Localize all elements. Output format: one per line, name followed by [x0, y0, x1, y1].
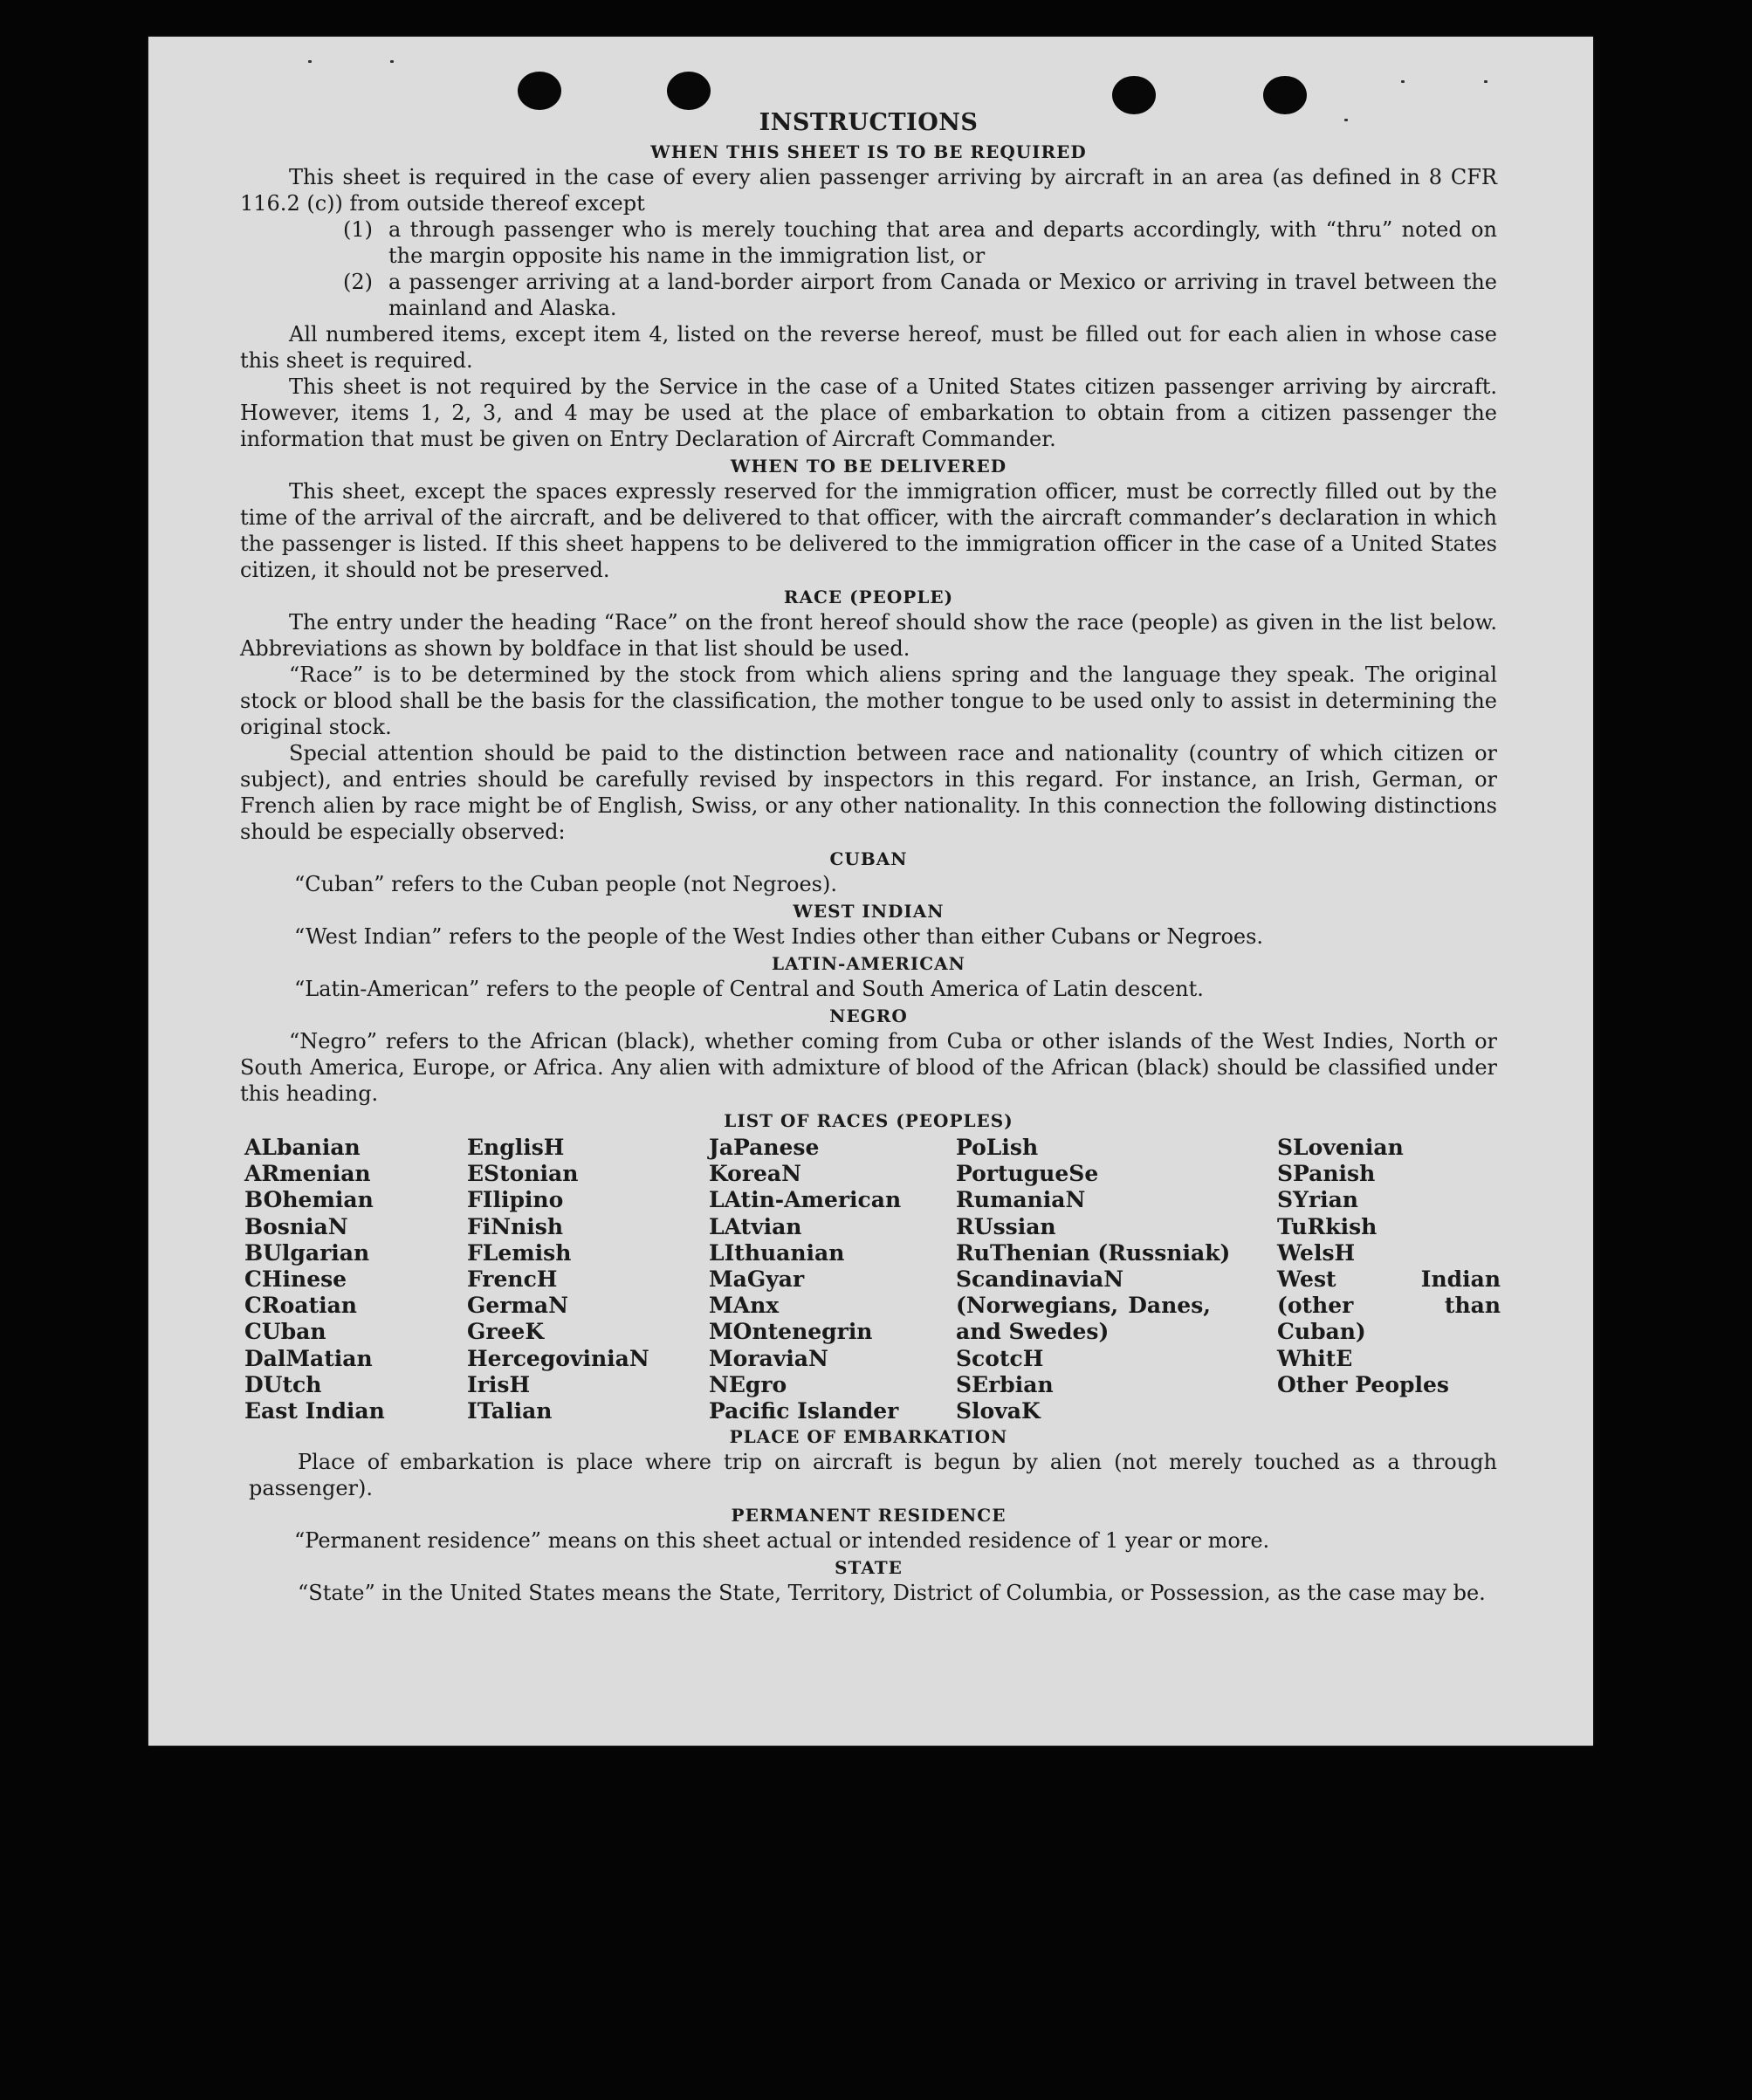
race-entry: ARmenian [244, 1161, 371, 1187]
numbered-items-paragraph: All numbered items, except item 4, listed on the reverse hereof, must be filled out for each alien in whose case this sheet is required. [240, 322, 1497, 373]
races-column [1277, 1135, 1501, 1398]
race-entry: IrisH [467, 1371, 531, 1397]
heading-permanent-residence: PERMANENT RESIDENCE [731, 1505, 1007, 1526]
exception-number: (2) [343, 270, 373, 294]
race-entry: SErbian [956, 1371, 1054, 1397]
race-entry: CRoatian [244, 1293, 357, 1319]
race-entry: EStonian [467, 1161, 579, 1187]
race-entry: LAtvian [709, 1213, 802, 1239]
race-entry: ScandinaviaN (Norwegians, Danes, and Swedes) [956, 1266, 1211, 1345]
speck [1401, 80, 1405, 83]
heading-latin-american: LATIN-AMERICAN [772, 953, 965, 974]
race-entry: CHinese [244, 1266, 347, 1293]
exception-text: a passenger arriving at a land-border airport from Canada or Mexico or arriving in travel between the mainland and Alaska. [388, 270, 1497, 320]
race-entry: West Indian (other than Cuban) [1277, 1266, 1501, 1345]
race-entry: NEgro [709, 1371, 787, 1397]
when-delivered-paragraph: This sheet, except the spaces expressly reserved for the immigration officer, must be correctly filled out by the time of the arrival of the aircraft, and be delivered to that officer, with the aircraft commander’s declaration in which the passenger is listed. If this sheet happens to be delivered to the immigration officer in the case of a United States citizen, it should not be preserved. [240, 479, 1497, 582]
races-list [240, 1135, 1501, 1424]
heading-cuban: CUBAN [829, 848, 908, 869]
race-entry: JaPanese [709, 1135, 820, 1160]
race-entry: FrencH [467, 1266, 558, 1293]
race-entry: WhitE [1277, 1345, 1353, 1371]
race-entry: EnglisH [467, 1135, 565, 1160]
race-paragraph: Special attention should be paid to the distinction between race and nationality (country of which citizen or subject), and entries should be carefully revised by inspectors in this regard. For instance, an Irish, German, or French alien by race might be of English, Swiss, or any other nationality. In this connection the following distinctions should be especially observed: [240, 741, 1497, 844]
heading-when-required: WHEN THIS SHEET IS TO BE REQUIRED [650, 141, 1087, 162]
races-column [709, 1135, 953, 1424]
race-entry: FLemish [467, 1239, 572, 1266]
heading-state: STATE [835, 1557, 903, 1578]
race-entry: SYrian [1277, 1187, 1358, 1213]
race-entry: RumaniaN [956, 1187, 1086, 1213]
race-entry: BUlgarian [244, 1239, 370, 1266]
speck [308, 60, 312, 63]
race-entry: DalMatian [244, 1345, 373, 1371]
when-required-intro: This sheet is required in the case of every alien passenger arriving by aircraft in an area (as defined in 8 CFR 116.2 (c)) from outside thereof except [240, 165, 1497, 216]
document-page [148, 37, 1593, 1746]
race-entry: SLovenian [1277, 1135, 1404, 1160]
race-entry: RuThenian (Russniak) [956, 1239, 1231, 1266]
races-column [956, 1135, 1231, 1424]
exception-item [343, 269, 1497, 321]
race-entry: BosniaN [244, 1213, 348, 1239]
race-entry: RUssian [956, 1213, 1056, 1239]
race-entry: BOhemian [244, 1187, 374, 1213]
heading-list-of-races: LIST OF RACES (PEOPLES) [724, 1110, 1013, 1131]
heading-when-delivered: WHEN TO BE DELIVERED [730, 456, 1007, 477]
race-entry: DUtch [244, 1371, 322, 1397]
races-column [244, 1135, 454, 1424]
heading-race: RACE (PEOPLE) [783, 587, 954, 607]
heading-west-indian: WEST INDIAN [793, 901, 945, 922]
race-entry: MAnx [709, 1293, 780, 1319]
speck [390, 60, 394, 63]
race-entry: WelsH [1277, 1239, 1356, 1266]
citizen-paragraph: This sheet is not required by the Service in the case of a United States citizen passenger arriving by aircraft. However, items 1, 2, 3, and 4 may be used at the place of embarkation to obtain from a citizen passenger the information that must be given on Entry Declaration of Aircraft Commander. [240, 374, 1497, 451]
races-column [467, 1135, 703, 1424]
punch-hole [518, 72, 561, 110]
race-entry: MaGyar [709, 1266, 805, 1293]
race-entry: CUban [244, 1319, 326, 1345]
race-entry: TuRkish [1277, 1213, 1378, 1239]
race-entry: LAtin-American [709, 1187, 902, 1213]
race-entry: ALbanian [244, 1135, 361, 1160]
state-text: “State” in the United States means the State, Territory, District of Columbia, or Possession, as the case may be. [298, 1581, 1486, 1605]
race-entry: PortugueSe [956, 1161, 1099, 1187]
race-entry: FiNnish [467, 1213, 564, 1239]
race-entry: GreeK [467, 1319, 545, 1345]
race-entry: MOntenegrin [709, 1319, 873, 1345]
cuban-definition: “Cuban” refers to the Cuban people (not Negroes). [294, 872, 837, 896]
race-entry: LIthuanian [709, 1239, 845, 1266]
race-entry: FIlipino [467, 1187, 564, 1213]
exception-item [343, 216, 1497, 269]
race-entry: ScotcH [956, 1345, 1044, 1371]
race-entry: SPanish [1277, 1161, 1376, 1187]
race-entry: KoreaN [709, 1161, 801, 1187]
speck [1484, 80, 1487, 83]
race-entry: ITalian [467, 1398, 553, 1424]
instructions-content [240, 108, 1501, 1606]
heading-negro: NEGRO [829, 1005, 908, 1026]
place-of-embarkation-text: Place of embarkation is place where trip on aircraft is begun by alien (not merely touched as a through passenger). [249, 1450, 1497, 1500]
heading-place-of-embarkation: PLACE OF EMBARKATION [729, 1426, 1008, 1447]
race-entry: Pacific Islander [709, 1398, 899, 1424]
exception-number: (1) [343, 217, 373, 242]
race-entry: MoraviaN [709, 1345, 828, 1371]
race-entry: GermaN [467, 1293, 568, 1319]
negro-definition: “Negro” refers to the African (black), whether coming from Cuba or other islands of the West Indies, North or South America, Europe, or Africa. Any alien with admixture of blood of the African (black) should be classified under this heading. [240, 1029, 1497, 1106]
race-entry: PoLish [956, 1135, 1039, 1160]
latin-american-definition: “Latin-American” refers to the people of Central and South America of Latin descent. [294, 977, 1204, 1001]
exception-text: a through passenger who is merely touching that area and departs accordingly, with “thru” noted on the margin opposite his name in the immigration list, or [388, 217, 1497, 268]
race-entry: HercegoviniaN [467, 1345, 649, 1371]
race-paragraph: “Race” is to be determined by the stock from which aliens spring and the language they speak. The original stock or blood shall be the basis for the classification, the mother tongue to be used only to assist in determining the original stock. [240, 662, 1497, 739]
race-entry: East Indian [244, 1398, 385, 1424]
punch-hole [667, 72, 711, 110]
race-entry: SlovaK [956, 1398, 1041, 1424]
race-entry: Other Peoples [1277, 1371, 1449, 1397]
permanent-residence-text: “Permanent residence” means on this sheet actual or intended residence of 1 year or more. [294, 1528, 1270, 1553]
document-title: INSTRUCTIONS [759, 109, 979, 136]
west-indian-definition: “West Indian” refers to the people of the West Indies other than either Cubans or Negroes. [294, 924, 1264, 949]
race-paragraph: The entry under the heading “Race” on the front hereof should show the race (people) as given in the list below. Abbreviations as shown by boldface in that list should be used. [240, 610, 1497, 661]
